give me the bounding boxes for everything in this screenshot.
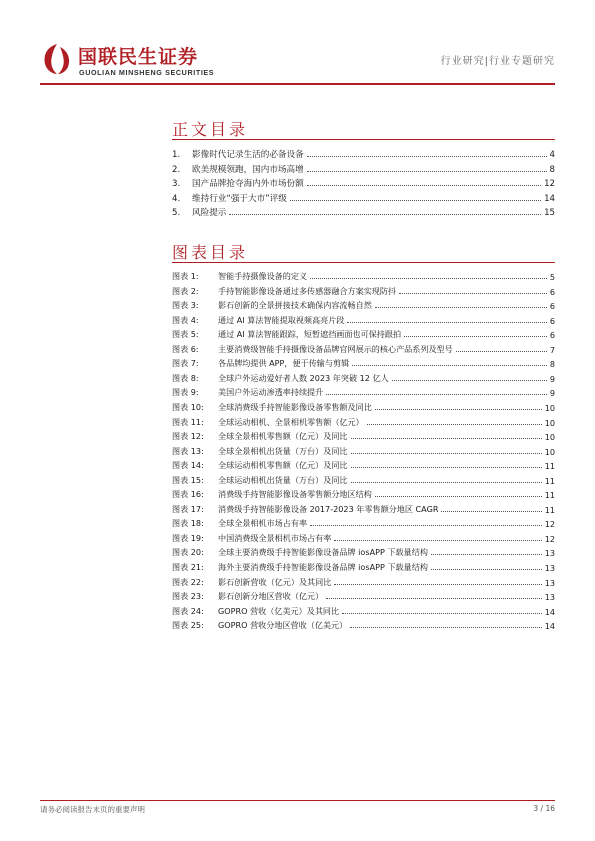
figure-item-page: 5 xyxy=(549,272,555,282)
figure-leader-dots xyxy=(310,524,542,526)
toc-item-title: 国产品牌抢夺海内外市场份额 xyxy=(192,179,304,190)
footer-divider xyxy=(40,800,555,801)
header-divider xyxy=(40,83,555,85)
figure-item-page: 11 xyxy=(544,504,555,515)
figure-item[interactable] xyxy=(172,488,555,500)
figures-heading-rule xyxy=(172,262,555,263)
page-number: 3 / 16 xyxy=(533,804,555,813)
figure-item-title: 全球全景相机市场占有率 xyxy=(218,518,308,529)
figure-item[interactable] xyxy=(172,546,555,558)
figure-item-label: 图表 8: xyxy=(172,372,199,383)
figure-item-title: 全球全景相机零售额（亿元）及同比 xyxy=(218,431,348,442)
logo-chinese-text: 国联民生证券 xyxy=(78,46,199,68)
figure-item-page: 11 xyxy=(544,490,555,501)
figure-item-title: 海外主要消费级手持智能影像设备品牌 iosAPP 下载量结构 xyxy=(218,562,428,572)
toc-item-number: 5. xyxy=(172,208,181,219)
figure-item-page: 6 xyxy=(549,330,555,341)
logo-mark-icon xyxy=(42,43,72,75)
figure-item-page: 6 xyxy=(549,315,555,326)
toc-item-number: 2. xyxy=(172,164,181,175)
figure-item-title: 全球户外运动爱好者人数 2023 年突破 12 亿人 xyxy=(218,372,389,383)
figure-item-title: 各品牌均提供 APP，便于传输与剪辑 xyxy=(218,358,350,369)
figure-item-label: 图表 9: xyxy=(172,387,199,398)
figure-leader-dots xyxy=(342,612,542,614)
figure-item[interactable] xyxy=(172,474,555,486)
figure-item-title: 影石创新的全景拼接技术确保内容流畅自然 xyxy=(218,300,372,311)
toc-item-page: 8 xyxy=(549,164,555,175)
figure-leader-dots xyxy=(431,553,542,555)
figure-item[interactable] xyxy=(172,299,555,311)
figure-leader-dots xyxy=(404,335,547,337)
toc-heading-rule xyxy=(172,139,555,140)
figure-leader-dots xyxy=(310,277,547,279)
toc-item-title: 影像时代记录生活的必备设备 xyxy=(192,150,304,160)
figure-leader-dots xyxy=(399,292,547,294)
toc-item-number: 3. xyxy=(172,179,181,190)
figure-item[interactable] xyxy=(172,314,555,326)
figure-item-title: 美国户外运动渗透率持续提升 xyxy=(218,387,324,398)
figure-item-title: 全球全景相机出货量（万台）及同比 xyxy=(218,445,348,456)
toc-item-number: 4. xyxy=(172,193,181,204)
logo-english-text: GUOLIAN MINSHENG SECURITIES xyxy=(79,68,215,77)
figure-item-title: 消费级手持智能影像设备 2017-2023 年零售额分地区 CAGR xyxy=(218,503,439,514)
figure-item[interactable] xyxy=(172,430,555,442)
figure-item-title: 手持智能影像设备通过多传感器融合方案实现防抖 xyxy=(218,285,397,296)
figure-item-page: 13 xyxy=(544,592,555,603)
figure-leader-dots xyxy=(392,379,547,381)
figure-item-label: 图表 10: xyxy=(172,401,204,412)
figure-leader-dots xyxy=(367,423,542,425)
figure-leader-dots xyxy=(456,350,547,352)
figure-leader-dots xyxy=(441,510,541,512)
figure-leader-dots xyxy=(351,481,542,483)
figure-leader-dots xyxy=(351,437,542,439)
figure-item-page: 14 xyxy=(544,621,555,632)
figure-item-page: 13 xyxy=(544,548,555,559)
figure-item-title: 消费级手持智能影像设备零售额分地区结构 xyxy=(218,489,372,500)
figure-item-title: 全球运动相机、全景相机零售额（亿元） xyxy=(218,416,364,427)
toc-leader-dots xyxy=(307,155,547,157)
toc-heading: 正文目录 xyxy=(172,120,249,139)
figure-leader-dots xyxy=(375,408,542,410)
figure-item[interactable] xyxy=(172,619,555,631)
figure-item-page: 6 xyxy=(549,286,555,297)
figure-item[interactable] xyxy=(172,517,555,529)
figure-leader-dots xyxy=(326,393,547,395)
figure-item-label: 图表 13: xyxy=(172,445,204,456)
figure-item[interactable] xyxy=(172,401,555,413)
figure-item[interactable] xyxy=(172,605,555,617)
footer-disclaimer: 请务必阅读报告末页的重要声明 xyxy=(40,805,145,814)
figure-item-page: 14 xyxy=(544,606,555,617)
figure-item-page: 9 xyxy=(549,373,555,384)
figure-leader-dots xyxy=(352,364,547,366)
figure-item-page: 13 xyxy=(544,577,555,588)
figure-item-page: 13 xyxy=(544,563,555,573)
figure-item-page: 11 xyxy=(544,461,555,472)
toc-leader-dots xyxy=(307,170,547,172)
figure-item-title: GOPRO 营收（亿美元）及其同比 xyxy=(218,605,340,616)
figure-item-page: 12 xyxy=(544,519,555,530)
figure-item-label: 图表 20: xyxy=(172,547,204,558)
toc-item-page: 4 xyxy=(549,150,555,160)
figure-item-title: 全球消费级手持智能影像设备零售额及同比 xyxy=(218,401,372,412)
figure-item-label: 图表 19: xyxy=(172,532,204,543)
figure-item-page: 10 xyxy=(544,417,555,428)
figure-item-label: 图表 25: xyxy=(172,620,204,631)
figure-item-title: 主要消费级智能手持摄像设备品牌官网展示的核心产品系列及型号 xyxy=(218,343,453,354)
figure-item-page: 7 xyxy=(549,344,555,355)
toc-leader-dots xyxy=(229,213,541,215)
figure-item-label: 图表 3: xyxy=(172,300,199,311)
toc-item-title: 欧美规模领跑，国内市场高增 xyxy=(192,164,304,175)
figure-item-title: 影石创新分地区营收（亿元） xyxy=(218,591,324,602)
figure-item-label: 图表 22: xyxy=(172,576,204,587)
figure-item-title: 全球主要消费级手持智能影像设备品牌 iosAPP 下载量结构 xyxy=(218,547,428,558)
figure-item[interactable] xyxy=(172,285,555,297)
figure-item-page: 11 xyxy=(544,475,555,486)
figure-item-label: 图表 1: xyxy=(172,271,199,281)
figure-leader-dots xyxy=(350,626,541,628)
figures-heading: 图表目录 xyxy=(172,243,249,262)
page-header xyxy=(40,40,555,80)
toc-item-number: 1. xyxy=(172,150,181,160)
figure-item-title: 通过 AI 算法智能提取视频高亮片段 xyxy=(218,314,345,325)
figure-item-title: 中国消费级全景相机市场占有率 xyxy=(218,532,332,543)
figure-item-label: 图表 23: xyxy=(172,591,204,602)
figure-item-title: 全球运动相机零售额（亿元）及同比 xyxy=(218,460,348,471)
figure-item-label: 图表 18: xyxy=(172,518,204,529)
figure-item[interactable] xyxy=(172,445,555,457)
figure-leader-dots xyxy=(334,583,541,585)
figure-item-label: 图表 12: xyxy=(172,431,204,442)
figure-item-title: 智能手持摄像设备的定义 xyxy=(218,271,308,281)
toc-item-title: 风险提示 xyxy=(192,208,227,219)
figure-item-label: 图表 15: xyxy=(172,474,204,485)
figure-item[interactable] xyxy=(172,561,555,573)
figure-item-title: 通过 AI 算法智能跟踪，短暂遮挡画面也可保持跟拍 xyxy=(218,329,402,340)
toc-item[interactable] xyxy=(172,161,555,175)
toc-item[interactable] xyxy=(172,146,555,160)
figure-item-page: 9 xyxy=(549,388,555,399)
toc-leader-dots xyxy=(307,184,541,186)
figure-leader-dots xyxy=(375,306,547,308)
figure-item-title: 影石创新营收（亿元）及其同比 xyxy=(218,576,332,587)
figure-item-label: 图表 16: xyxy=(172,489,204,500)
toc-item[interactable] xyxy=(172,190,555,204)
figure-item[interactable] xyxy=(172,416,555,428)
figure-item[interactable] xyxy=(172,576,555,588)
figure-item-label: 图表 17: xyxy=(172,503,204,514)
figure-item[interactable] xyxy=(172,532,555,544)
figure-item-page: 10 xyxy=(544,446,555,457)
figure-item[interactable] xyxy=(172,386,555,398)
figure-leader-dots xyxy=(375,495,542,497)
figure-item-page: 8 xyxy=(549,359,555,370)
figure-item-label: 图表 24: xyxy=(172,605,204,616)
figure-item-label: 图表 11: xyxy=(172,416,204,427)
figure-item[interactable] xyxy=(172,328,555,340)
figure-item[interactable] xyxy=(172,459,555,471)
toc-leader-dots xyxy=(290,199,541,201)
figure-item[interactable] xyxy=(172,357,555,369)
toc-item-page: 15 xyxy=(544,208,555,219)
figure-item-label: 图表 7: xyxy=(172,358,199,369)
figure-leader-dots xyxy=(326,597,541,599)
figure-item[interactable] xyxy=(172,343,555,355)
figure-item[interactable] xyxy=(172,503,555,515)
figure-item[interactable] xyxy=(172,270,555,282)
document-type-label: 行业研究|行业专题研究 xyxy=(440,56,555,67)
toc-item[interactable] xyxy=(172,175,555,189)
figure-item-label: 图表 4: xyxy=(172,314,199,325)
figure-item-page: 6 xyxy=(549,301,555,312)
figure-leader-dots xyxy=(431,568,542,570)
figure-item-page: 10 xyxy=(544,402,555,413)
figure-leader-dots xyxy=(334,539,541,541)
toc-item-page: 12 xyxy=(544,179,555,190)
figure-item-title: GOPRO 营收分地区营收（亿美元） xyxy=(218,620,348,631)
toc-item[interactable] xyxy=(172,204,555,218)
figure-item[interactable] xyxy=(172,590,555,602)
figure-leader-dots xyxy=(351,452,542,454)
toc-item-title: 维持行业“强于大市”评级 xyxy=(192,193,287,204)
figure-item-label: 图表 2: xyxy=(172,285,199,296)
figure-leader-dots xyxy=(347,321,546,323)
figure-item[interactable] xyxy=(172,372,555,384)
figure-item-page: 12 xyxy=(544,533,555,544)
figure-item-title: 全球运动相机出货量（万台）及同比 xyxy=(218,474,348,485)
figure-item-label: 图表 21: xyxy=(172,562,204,572)
figure-leader-dots xyxy=(351,466,542,468)
figure-item-page: 10 xyxy=(544,432,555,443)
figure-item-label: 图表 14: xyxy=(172,460,204,471)
figure-item-label: 图表 5: xyxy=(172,329,199,340)
figure-item-label: 图表 6: xyxy=(172,343,199,354)
toc-item-page: 14 xyxy=(544,193,555,204)
